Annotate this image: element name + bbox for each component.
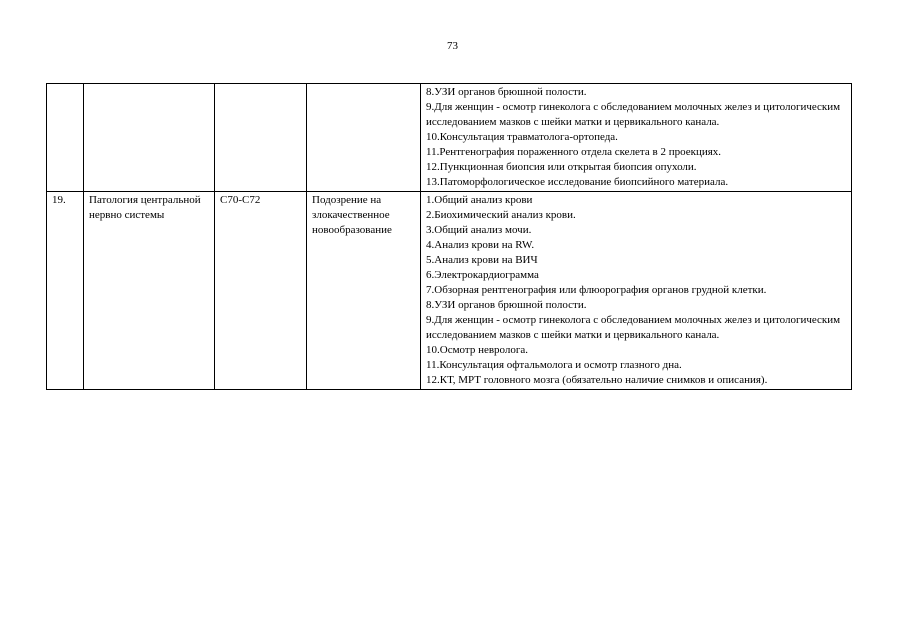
pathology-cell <box>84 84 215 192</box>
examination-item: 11.Консультация офтальмолога и осмотр глазного дна. <box>426 359 682 371</box>
examination-item: 7.Обзорная рентгенография или флюорография органов грудной клетки. <box>426 284 767 296</box>
table-row <box>47 192 852 390</box>
examination-item: 6.Электрокардиограмма <box>426 269 539 281</box>
examination-item: 1.Общий анализ крови <box>426 194 533 206</box>
examination-table <box>46 83 852 390</box>
examination-item: 13.Патоморфологическое исследование биопсийного материала. <box>426 176 729 188</box>
condition-cell: Подозрение на злокачественное новообразование <box>307 192 421 390</box>
row-number-cell <box>47 84 84 192</box>
examination-item: 8.УЗИ органов брюшной полости. <box>426 299 587 311</box>
table-row <box>47 84 852 192</box>
icd-code-cell: С70-С72 <box>215 192 307 390</box>
examination-item: 12.КТ, МРТ головного мозга (обязательно наличие снимков и описания). <box>426 374 768 386</box>
page-number: 73 <box>447 40 458 52</box>
pathology-cell: Патология центральной нервно системы <box>84 192 215 390</box>
examination-item: 11.Рентгенография пораженного отдела скелета в 2 проекциях. <box>426 146 722 158</box>
examination-item: 12.Пункционная биопсия или открытая биопсия опухоли. <box>426 161 697 173</box>
icd-code-cell <box>215 84 307 192</box>
examination-item: 3.Общий анализ мочи. <box>426 224 532 236</box>
condition-cell <box>307 84 421 192</box>
examination-item: 9.Для женщин - осмотр гинеколога с обследованием молочных желез и цитологическим исследованием мазков с шейки матки и цервикального канала. <box>426 101 841 128</box>
examination-item: 4.Анализ крови на RW. <box>426 239 535 251</box>
examinations-cell <box>421 192 852 390</box>
examinations-cell <box>421 84 852 192</box>
examination-item: 10.Консультация травматолога-ортопеда. <box>426 131 618 143</box>
examination-item: 2.Биохимический анализ крови. <box>426 209 576 221</box>
examination-item: 9.Для женщин - осмотр гинеколога с обследованием молочных желез и цитологическим исследованием мазков с шейки матки и цервикального канала. <box>426 314 841 341</box>
examination-item: 10.Осмотр невролога. <box>426 344 529 356</box>
row-number-cell: 19. <box>47 192 84 390</box>
examination-item: 8.УЗИ органов брюшной полости. <box>426 86 587 98</box>
examination-item: 5.Анализ крови на ВИЧ <box>426 254 538 266</box>
